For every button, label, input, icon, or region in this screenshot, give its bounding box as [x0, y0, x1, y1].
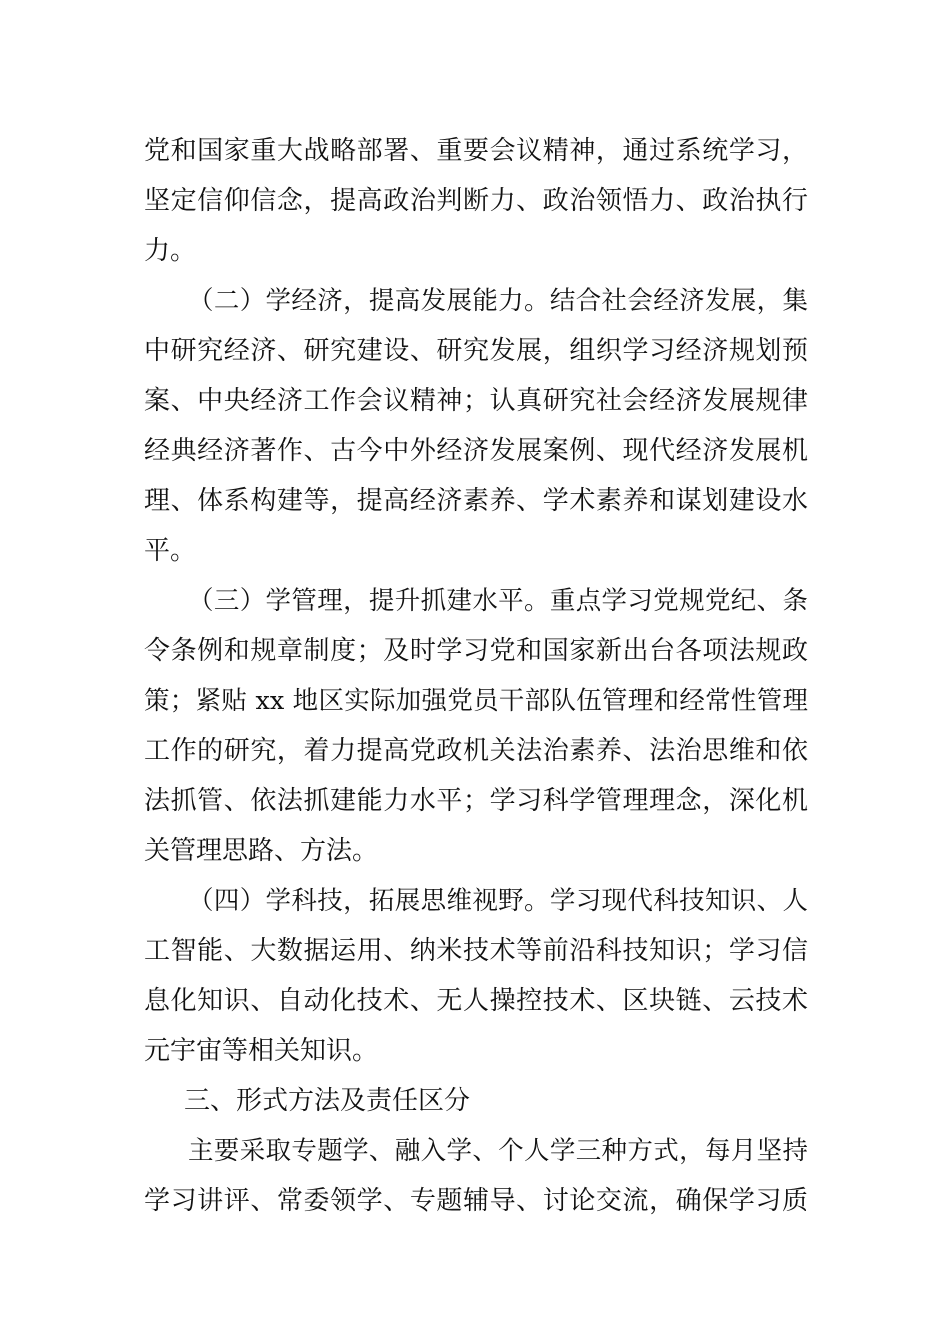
text-line: 策；紧贴 xx 地区实际加强党员干部队伍管理和经常性管理 — [144, 686, 808, 716]
paragraph-methods — [144, 1126, 808, 1226]
text-line: 坚定信仰信念，提高政治判断力、政治领悟力、政治执行 — [144, 186, 808, 216]
text-line: 令条例和规章制度；及时学习党和国家新出台各项法规政 — [144, 636, 808, 666]
paragraph-economics — [144, 276, 808, 576]
text-line: 主要采取专题学、融入学、个人学三种方式，每月坚持 — [188, 1136, 808, 1166]
text-line: 案、中央经济工作会议精神；认真研究社会经济发展规律 — [144, 386, 808, 416]
paragraph-continuation — [144, 126, 808, 276]
text-line: 平。 — [144, 536, 197, 566]
text-line: 工作的研究，着力提高党政机关法治素养、法治思维和依 — [144, 736, 808, 766]
text-line: 关管理思路、方法。 — [144, 836, 379, 866]
text-line: （三）学管理，提升抓建水平。重点学习党规党纪、条 — [188, 586, 808, 616]
text-line: 中研究经济、研究建设、研究发展，组织学习经济规划预 — [144, 336, 808, 366]
text-line: 息化知识、自动化技术、无人操控技术、区块链、云技术 — [144, 986, 808, 1016]
paragraph-technology — [144, 876, 808, 1076]
heading-text: 三、形式方法及责任区分 — [184, 1086, 471, 1116]
text-line: 力。 — [144, 236, 197, 266]
text-line: 法抓管、依法抓建能力水平；学习科学管理理念，深化机 — [144, 786, 808, 816]
document-body — [144, 126, 808, 1226]
text-line: 理、体系构建等，提高经济素养、学术素养和谋划建设水 — [144, 486, 808, 516]
text-line: 学习讲评、常委领学、专题辅导、讨论交流，确保学习质 — [144, 1186, 808, 1216]
text-line: （二）学经济，提高发展能力。结合社会经济发展，集 — [188, 286, 808, 316]
text-line: 经典经济著作、古今中外经济发展案例、现代经济发展机 — [144, 436, 808, 466]
paragraph-management — [144, 576, 808, 876]
text-line: 元宇宙等相关知识。 — [144, 1036, 379, 1066]
text-line: （四）学科技，拓展思维视野。学习现代科技知识、人 — [188, 886, 808, 916]
section-heading — [144, 1076, 808, 1126]
text-line: 工智能、大数据运用、纳米技术等前沿科技知识；学习信 — [144, 936, 808, 966]
text-line: 党和国家重大战略部署、重要会议精神，通过系统学习， — [144, 136, 808, 166]
